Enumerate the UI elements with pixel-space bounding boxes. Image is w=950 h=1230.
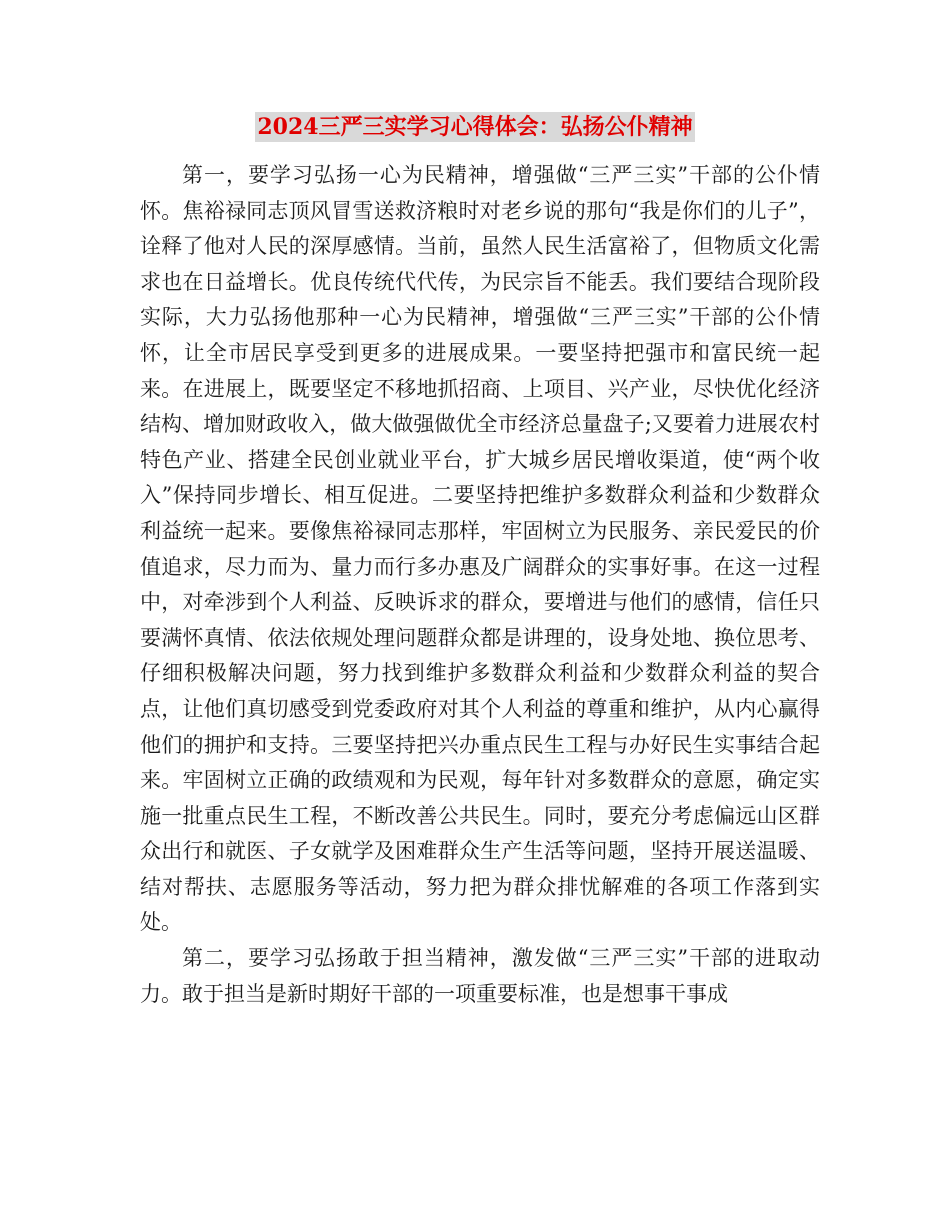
title-wrapper	[0, 112, 950, 142]
paragraph-1: 第一，要学习弘扬一心为民精神，增强做“三严三实”干部的公仆情怀。焦裕禄同志顶风冒雪送救济粮时对老乡说的那句“我是你们的儿子”，诠释了他对人民的深厚感情。当前，虽然人民生活富裕了，但物质文化需求也在日益增长。优良传统代代传，为民宗旨不能丢。我们要结合现阶段实际，大力弘扬他那种一心为民精神，增强做“三严三实”干部的公仆情怀，让全市居民享受到更多的进展成果。一要坚持把强市和富民统一起来。在进展上，既要坚定不移地抓招商、上项目、兴产业，尽快优化经济结构、增加财政收入，做大做强做优全市经济总量盘子;又要着力进展农村特色产业、搭建全民创业就业平台，扩大城乡居民增收渠道，使“两个收入”保持同步增长、相互促进。二要坚持把维护多数群众利益和少数群众利益统一起来。要像焦裕禄同志那样，牢固树立为民服务、亲民爱民的价值追求，尽力而为、量力而行多办惠及广阔群众的实事好事。在这一过程中，对牵涉到个人利益、反映诉求的群众，要增进与他们的感情，信任只要满怀真情、依法依规处理问题群众都是讲理的，设身处地、换位思考、仔细积极解决问题，努力找到维护多数群众利益和少数群众利益的契合点，让他们真切感受到党委政府对其个人利益的尊重和维护，从内心赢得他们的拥护和支持。三要坚持把兴办重点民生工程与办好民生实事结合起来。牢固树立正确的政绩观和为民观，每年针对多数群众的意愿，确定实施一批重点民生工程，不断改善公共民生。同时，要充分考虑偏远山区群众出行和就医、子女就学及困难群众生产生活等问题，坚持开展送温暖、结对帮扶、志愿服务等活动，努力把为群众排忧解难的各项工作落到实处。	[140, 163, 820, 935]
document-body	[140, 158, 820, 1012]
document-title: 2024三严三实学习心得体会：弘扬公仆精神	[257, 114, 693, 140]
paragraph-2: 第二，要学习弘扬敢于担当精神，激发做“三严三实”干部的进取动力。敢于担当是新时期好干部的一项重要标准，也是想事干事成	[140, 946, 820, 1006]
